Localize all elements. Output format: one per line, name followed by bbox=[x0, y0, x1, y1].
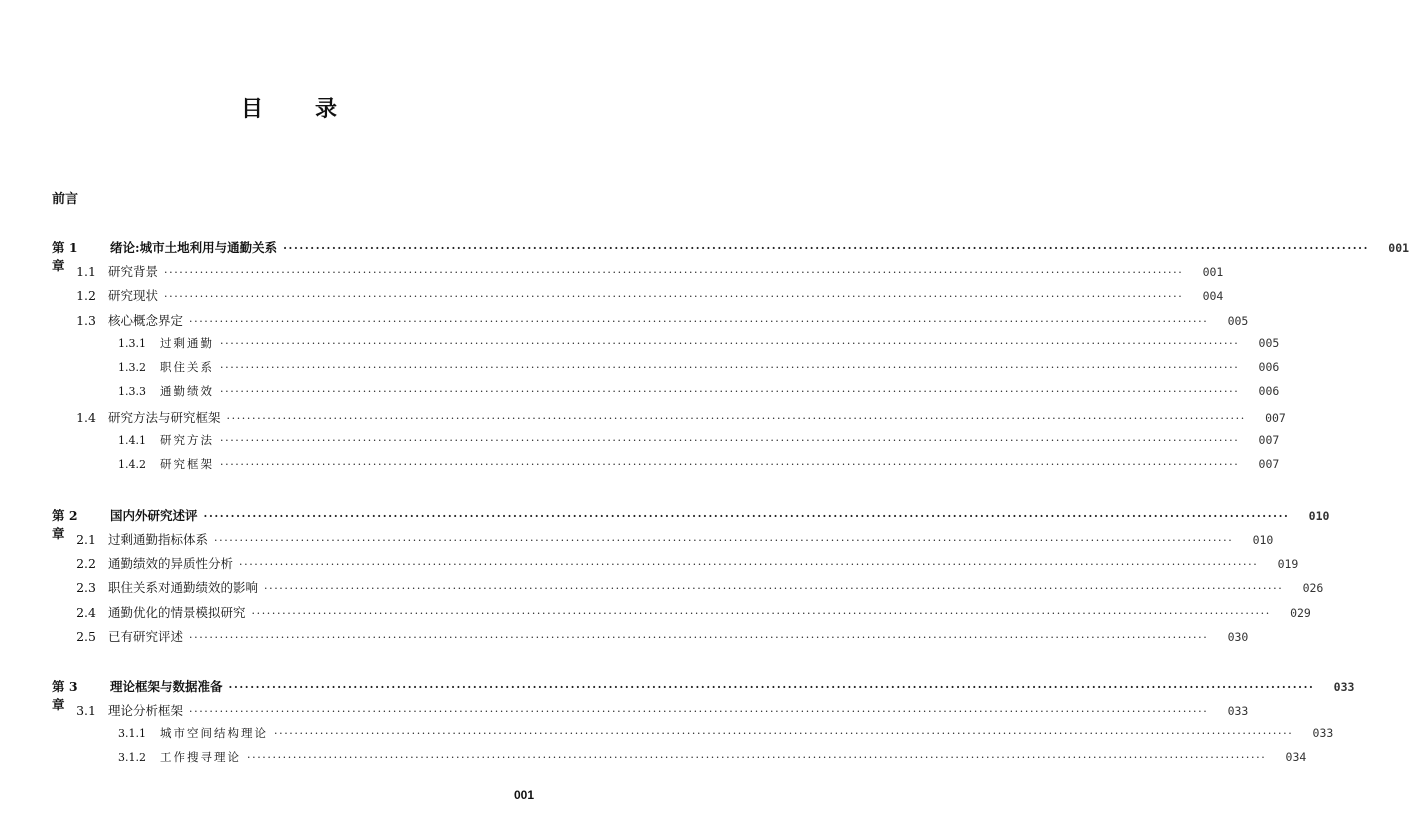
toc-entry-number: 1.3 bbox=[76, 313, 96, 328]
toc-leader-dots: ········································································································································································································ bbox=[220, 337, 1240, 350]
toc-entry-title: 过剩通勤指标体系 bbox=[108, 532, 209, 547]
toc-entry-number: 1.4.2 bbox=[118, 458, 146, 471]
toc-entry-page: 033 bbox=[1227, 704, 1249, 718]
toc-entry-number: 1.4 bbox=[76, 410, 96, 425]
toc-leader-dots: ········································································································································································································ bbox=[220, 385, 1240, 398]
toc-preface[interactable]: 前言 bbox=[52, 192, 79, 207]
title-char-2: 录 bbox=[315, 96, 338, 122]
toc-leader-dots: ········································································································································································································ bbox=[274, 727, 1294, 740]
toc-entry-page: 030 bbox=[1227, 630, 1249, 644]
toc-entry-page: 010 bbox=[1252, 533, 1274, 547]
toc-leader-dots: ········································································································································································································ bbox=[220, 361, 1240, 374]
toc-entry-number: 2.4 bbox=[76, 605, 96, 620]
toc-entry-page: 007 bbox=[1258, 457, 1280, 471]
toc-entry-number: 1.3.1 bbox=[118, 337, 146, 350]
toc-entry-sec[interactable] bbox=[0, 603, 1311, 623]
toc-entry-number: 第 1 章 bbox=[52, 240, 78, 273]
toc-entry-page: 034 bbox=[1285, 750, 1307, 764]
toc-entry-sub[interactable] bbox=[0, 432, 1280, 452]
toc-entry-number: 1.4.1 bbox=[118, 434, 146, 447]
toc-entry-sub[interactable] bbox=[0, 725, 1334, 745]
toc-entry-sec[interactable] bbox=[0, 530, 1274, 550]
toc-leader-dots: ········································································································································································································ bbox=[203, 510, 1290, 523]
toc-entry-page: 001 bbox=[1388, 241, 1409, 255]
toc-entry-title: 理论框架与数据准备 bbox=[110, 679, 223, 694]
toc-entry-number: 3.1.2 bbox=[118, 751, 146, 764]
toc-entry-title: 通勤绩效 bbox=[160, 384, 214, 398]
toc-entry-sub[interactable] bbox=[0, 359, 1280, 379]
toc-entry-sec[interactable] bbox=[0, 408, 1286, 428]
toc-entry-title: 绪论:城市土地利用与通勤关系 bbox=[110, 240, 278, 255]
toc-entry-title: 通勤绩效的异质性分析 bbox=[108, 556, 234, 571]
toc-entry-number: 第 2 章 bbox=[52, 508, 78, 541]
toc-entry-sec[interactable] bbox=[0, 311, 1249, 331]
toc-leader-dots: ········································································································································································································ bbox=[226, 412, 1246, 425]
toc-entry-sec[interactable] bbox=[0, 701, 1249, 721]
toc-entry-title: 研究方法与研究框架 bbox=[108, 410, 221, 425]
toc-entry-sub[interactable] bbox=[0, 749, 1307, 769]
toc-entry-sub[interactable] bbox=[0, 456, 1280, 476]
toc-leader-dots: ········································································································································································································ bbox=[189, 631, 1209, 644]
toc-entry-title: 城市空间结构理论 bbox=[160, 726, 268, 740]
toc-entry-title: 研究框架 bbox=[160, 457, 214, 471]
toc-entry-number: 3.1.1 bbox=[118, 727, 146, 740]
toc-entry-title: 研究现状 bbox=[108, 288, 159, 303]
toc-entry-title: 国内外研究述评 bbox=[110, 508, 198, 523]
toc-entry-number: 1.2 bbox=[76, 288, 96, 303]
toc-leader-dots: ········································································································································································································ bbox=[228, 681, 1315, 694]
toc-entry-number: 2.1 bbox=[76, 532, 96, 547]
toc-entry-title: 已有研究评述 bbox=[108, 629, 184, 644]
toc-entry-number: 2.5 bbox=[76, 629, 96, 644]
toc-entry-sub[interactable] bbox=[0, 383, 1280, 403]
toc-leader-dots: ········································································································································································································ bbox=[164, 290, 1184, 303]
toc-entry-sec[interactable] bbox=[0, 554, 1299, 574]
toc-entry-number: 2.3 bbox=[76, 580, 96, 595]
toc-entry-title: 通勤优化的情景模拟研究 bbox=[108, 605, 246, 620]
toc-entry-page: 001 bbox=[1202, 265, 1224, 279]
toc-entry-page: 005 bbox=[1258, 336, 1280, 350]
toc-entry-number: 3.1 bbox=[76, 703, 96, 718]
page-number: 001 bbox=[513, 788, 534, 802]
toc-entry-title: 研究背景 bbox=[108, 264, 159, 279]
toc-entry-title: 研究方法 bbox=[160, 433, 214, 447]
toc-entry-page: 026 bbox=[1302, 581, 1324, 595]
toc-leader-dots: ········································································································································································································ bbox=[247, 751, 1267, 764]
toc-entry-title: 理论分析框架 bbox=[108, 703, 184, 718]
toc-entry-number: 第 3 章 bbox=[52, 679, 78, 712]
toc-entry-page: 029 bbox=[1290, 606, 1311, 620]
toc-entry-number: 2.2 bbox=[76, 556, 96, 571]
toc-leader-dots: ········································································································································································································ bbox=[239, 558, 1259, 571]
toc-entry-number: 1.3.3 bbox=[118, 385, 146, 398]
page-title bbox=[0, 92, 578, 123]
toc-entry-title: 工作搜寻理论 bbox=[160, 750, 241, 764]
toc-entry-page: 007 bbox=[1265, 411, 1286, 425]
toc-entry-sec[interactable] bbox=[0, 627, 1249, 647]
toc-entry-number: 1.3.2 bbox=[118, 361, 146, 374]
toc-entry-sec[interactable] bbox=[0, 262, 1224, 282]
toc-entry-page: 010 bbox=[1308, 509, 1330, 523]
toc-leader-dots: ········································································································································································································ bbox=[283, 242, 1370, 255]
toc-entry-page: 006 bbox=[1258, 360, 1280, 374]
toc-entry-page: 007 bbox=[1258, 433, 1280, 447]
toc-entry-page: 033 bbox=[1333, 680, 1355, 694]
toc-leader-dots: ········································································································································································································ bbox=[220, 434, 1240, 447]
toc-entry-page: 004 bbox=[1202, 289, 1224, 303]
toc-entry-title: 核心概念界定 bbox=[108, 313, 184, 328]
toc-entry-page: 033 bbox=[1312, 726, 1334, 740]
toc-leader-dots: ········································································································································································································ bbox=[220, 458, 1240, 471]
toc-leader-dots: ········································································································································································································ bbox=[264, 582, 1284, 595]
toc-entry-sec[interactable] bbox=[0, 286, 1224, 306]
toc-entry-page: 019 bbox=[1277, 557, 1299, 571]
toc-entry-page: 006 bbox=[1258, 384, 1280, 398]
toc-leader-dots: ········································································································································································································ bbox=[214, 534, 1234, 547]
toc-entry-title: 职住关系对通勤绩效的影响 bbox=[108, 580, 259, 595]
title-char-1: 目 bbox=[240, 96, 263, 122]
toc-leader-dots: ········································································································································································································ bbox=[164, 266, 1184, 279]
toc-entry-sec[interactable] bbox=[0, 578, 1324, 598]
toc-entry-number: 1.1 bbox=[76, 264, 96, 279]
toc-leader-dots: ········································································································································································································ bbox=[251, 607, 1271, 620]
toc-leader-dots: ········································································································································································································ bbox=[189, 315, 1209, 328]
toc-entry-sub[interactable] bbox=[0, 335, 1280, 355]
toc-leader-dots: ········································································································································································································ bbox=[189, 705, 1209, 718]
toc-entry-title: 过剩通勤 bbox=[160, 336, 214, 350]
toc-entry-title: 职住关系 bbox=[160, 360, 214, 374]
toc-entry-page: 005 bbox=[1227, 314, 1249, 328]
